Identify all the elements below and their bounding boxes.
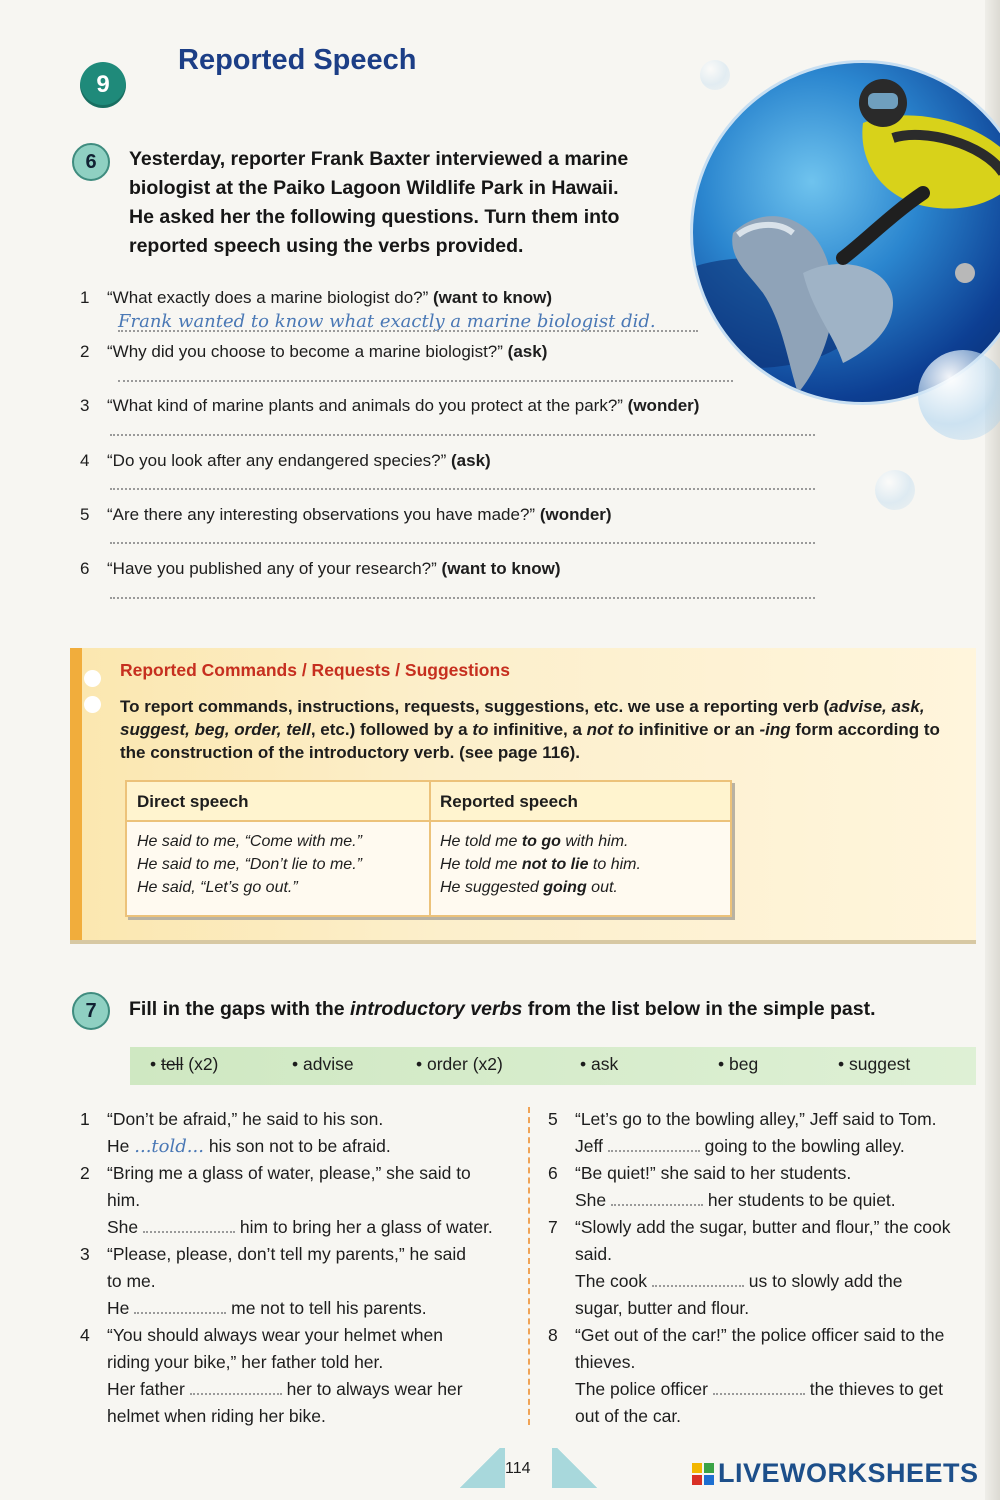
word-count: (x2) <box>183 1054 219 1074</box>
item-number: 2 <box>80 342 90 361</box>
word-bank-item: • advise <box>292 1054 354 1074</box>
answer-field[interactable] <box>134 1300 226 1314</box>
reported-sentence <box>575 1187 896 1214</box>
instruction-line: biologist at the Paiko Lagoon Wildlife Park in Hawaii. <box>129 177 619 199</box>
answer-line <box>118 330 698 332</box>
text-fragment: form according to the construction of the introductory verb. (see page 116). <box>120 720 940 762</box>
direct-quote: “Get out of the car!” the police officer said to the <box>575 1325 945 1345</box>
reported-sentence <box>107 1295 427 1322</box>
answer-field-6[interactable] <box>110 597 815 599</box>
reported-sentence <box>575 1133 905 1160</box>
item-number: 3 <box>80 396 90 415</box>
direct-quote: to me. <box>107 1271 156 1291</box>
question-quote: “Why did you choose to become a marine biologist?” <box>107 342 503 361</box>
reported-sentence <box>575 1376 943 1403</box>
instruction-line: reported speech using the verbs provided. <box>129 235 524 257</box>
question-quote: “Do you look after any endangered species?” <box>107 451 447 470</box>
bullet-dot <box>84 670 101 687</box>
exercise-7-instruction <box>129 995 876 1024</box>
instruction-line: He asked her the following questions. Turn them into <box>129 206 620 228</box>
answer-value: told <box>151 1136 187 1157</box>
item-number: 1 <box>80 1109 90 1129</box>
text-fragment: He told me <box>440 856 522 873</box>
instruction-line: Yesterday, reporter Frank Baxter interviewed a marine <box>129 148 629 170</box>
reporting-verb: (want to know) <box>441 559 561 578</box>
item-number: 7 <box>548 1217 558 1237</box>
direct-quote: him. <box>107 1190 141 1210</box>
table-cell-direct <box>137 830 362 899</box>
text-fragment-bold: going <box>543 879 587 896</box>
answer-field[interactable] <box>652 1273 744 1287</box>
sentence-end: us to slowly add the <box>748 1271 903 1291</box>
unit-number-badge: 9 <box>80 62 126 108</box>
reported-sentence <box>107 1214 493 1241</box>
bullet-dot <box>84 696 101 713</box>
direct-quote: thieves. <box>575 1352 636 1372</box>
sentence-start: The police officer <box>575 1379 708 1399</box>
question-quote: “Are there any interesting observations you have made?” <box>107 505 536 524</box>
table-divider <box>429 782 431 915</box>
speech-comparison-table <box>125 780 732 917</box>
item-number: 2 <box>80 1163 90 1183</box>
question-text <box>107 504 612 526</box>
exercise-number-badge: 7 <box>72 992 110 1030</box>
item-number: 5 <box>548 1109 558 1129</box>
question-text <box>107 395 699 417</box>
sentence-start: The cook <box>575 1271 647 1291</box>
direct-quote: “Be quiet!” she said to her students. <box>575 1163 852 1183</box>
page-title: Reported Speech <box>178 44 417 76</box>
table-row <box>440 830 641 853</box>
text-fragment-italic: -ing <box>759 720 791 739</box>
grammar-box-title: Reported Commands / Requests / Suggestions <box>120 660 510 680</box>
sentence-end: his son not to be afraid. <box>208 1136 391 1156</box>
column-divider <box>528 1107 530 1425</box>
text-fragment: infinitive, a <box>488 720 587 739</box>
text-fragment: out. <box>586 879 618 896</box>
word-bank-item: • beg <box>718 1054 759 1074</box>
sentence-continuation: sugar, butter and flour. <box>575 1298 750 1318</box>
text-fragment-italic: not to <box>586 720 634 739</box>
text-fragment-italic: introductory verbs <box>350 998 523 1020</box>
text-fragment-italic: advise, ask, suggest, beg, order, tell <box>120 697 925 739</box>
text-fragment-italic: to <box>472 720 489 739</box>
table-header-reported: Reported speech <box>440 792 578 811</box>
page-corner-decoration <box>552 1448 602 1488</box>
word: beg <box>729 1054 759 1074</box>
reporting-verb: (ask) <box>507 342 548 361</box>
text-fragment: He suggested <box>440 879 544 896</box>
liveworksheets-logo-icon <box>692 1463 714 1485</box>
direct-quote: “Please, please, don’t tell my parents,” he said <box>107 1244 466 1264</box>
sentence-start: He <box>107 1298 130 1318</box>
answer-field[interactable] <box>608 1138 700 1152</box>
direct-quote: “Slowly add the sugar, butter and flour,” the cook <box>575 1217 951 1237</box>
exercise-number-badge: 6 <box>72 143 110 181</box>
reporting-verb: (wonder) <box>539 505 612 524</box>
grammar-box-explanation <box>120 695 970 764</box>
sentence-end: her students to be quiet. <box>707 1190 896 1210</box>
answer-field[interactable]: ...told... <box>134 1136 204 1157</box>
item-number: 3 <box>80 1244 90 1264</box>
item-number: 5 <box>80 505 90 524</box>
reported-sentence <box>575 1268 902 1295</box>
sentence-continuation: out of the car. <box>575 1406 682 1426</box>
word-bank-item: • tell (x2) <box>150 1054 219 1074</box>
table-row: He said to me, “Don’t lie to me.” <box>137 856 362 873</box>
page-number: 114 <box>505 1460 531 1477</box>
table-header-direct: Direct speech <box>137 792 249 811</box>
table-cell-reported <box>440 830 641 899</box>
text-fragment-bold: not to lie <box>521 856 589 873</box>
sentence-end: her to always wear her <box>286 1379 463 1399</box>
answer-field[interactable] <box>713 1381 805 1395</box>
bubble-decoration <box>700 60 730 90</box>
question-quote: “Have you published any of your research?” <box>107 559 437 578</box>
question-quote: “What exactly does a marine biologist do?” <box>107 288 429 307</box>
answer-field-4[interactable] <box>110 488 815 490</box>
direct-quote: “Bring me a glass of water, please,” she said to <box>107 1163 471 1183</box>
exercise-6-instruction <box>129 145 699 261</box>
word-bank-item: • suggest <box>838 1054 911 1074</box>
sentence-end: the thieves to get <box>809 1379 943 1399</box>
word: ask <box>591 1054 619 1074</box>
bubble-decoration <box>875 470 915 510</box>
answer-field-1[interactable]: Frank wanted to know what exactly a marine biologist did. <box>118 311 656 332</box>
text-fragment: He told me <box>440 833 522 850</box>
sentence-start: She <box>575 1190 607 1210</box>
page-corner-decoration <box>455 1448 505 1488</box>
direct-quote: said. <box>575 1244 612 1264</box>
item-number: 6 <box>548 1163 558 1183</box>
item-number: 6 <box>80 559 90 578</box>
direct-quote: “Let’s go to the bowling alley,” Jeff said to Tom. <box>575 1109 937 1129</box>
text-fragment: to him. <box>588 856 641 873</box>
sentence-end: me not to tell his parents. <box>231 1298 427 1318</box>
table-row: He said to me, “Come with me.” <box>137 833 362 850</box>
reporting-verb: (want to know) <box>433 288 552 307</box>
text-fragment: , etc.) followed by a <box>310 720 473 739</box>
word-bank-item: • order (x2) <box>416 1054 503 1074</box>
reported-sentence <box>107 1133 391 1160</box>
answer-field[interactable] <box>611 1192 703 1206</box>
answer-field[interactable] <box>143 1219 235 1233</box>
word: advise <box>303 1054 354 1074</box>
text-fragment: with him. <box>560 833 629 850</box>
text-fragment: Fill in the gaps with the <box>129 998 351 1020</box>
item-number: 4 <box>80 1325 90 1345</box>
item-number: 8 <box>548 1325 558 1345</box>
item-number: 4 <box>80 451 90 470</box>
item-number: 1 <box>80 288 90 307</box>
answer-field-3[interactable] <box>110 434 815 436</box>
reporting-verb: (ask) <box>451 451 491 470</box>
reported-sentence <box>107 1376 463 1403</box>
word: order <box>427 1054 468 1074</box>
word-count: (x2) <box>467 1054 503 1074</box>
answer-field-2[interactable] <box>118 380 733 382</box>
text-fragment-bold: to go <box>521 833 561 850</box>
table-row <box>440 853 641 876</box>
struck-word: tell <box>161 1054 184 1074</box>
question-text <box>107 450 491 472</box>
text-fragment: infinitive or an <box>633 720 760 739</box>
word: suggest <box>849 1054 911 1074</box>
table-row <box>440 876 641 899</box>
direct-quote: “Don’t be afraid,” he said to his son. <box>107 1109 384 1129</box>
direct-quote: riding your bike,” her father told her. <box>107 1352 384 1372</box>
word-bank-item: • ask <box>580 1054 619 1074</box>
sentence-continuation: helmet when riding her bike. <box>107 1406 326 1426</box>
sentence-start: He <box>107 1136 130 1156</box>
question-text <box>107 558 561 580</box>
sentence-start: She <box>107 1217 139 1237</box>
question-text <box>107 287 552 309</box>
sentence-start: Her father <box>107 1379 185 1399</box>
answer-field[interactable] <box>190 1381 282 1395</box>
table-row: He said, “Let’s go out.” <box>137 879 298 896</box>
sentence-start: Jeff <box>575 1136 603 1156</box>
text-fragment: To report commands, instructions, requests, suggestions, etc. we use a reporting verb ( <box>120 697 830 716</box>
answer-field-5[interactable] <box>110 542 815 544</box>
direct-quote: “You should always wear your helmet when <box>107 1325 443 1345</box>
liveworksheets-logo-text: LIVEWORKSHEETS <box>718 1458 979 1488</box>
bubble-decoration <box>918 350 1000 440</box>
question-quote: “What kind of marine plants and animals do you protect at the park?” <box>107 396 623 415</box>
question-text <box>107 341 547 363</box>
reporting-verb: (wonder) <box>627 396 700 415</box>
sentence-end: going to the bowling alley. <box>704 1136 905 1156</box>
sentence-end: him to bring her a glass of water. <box>239 1217 493 1237</box>
text-fragment: from the list below in the simple past. <box>522 998 876 1020</box>
